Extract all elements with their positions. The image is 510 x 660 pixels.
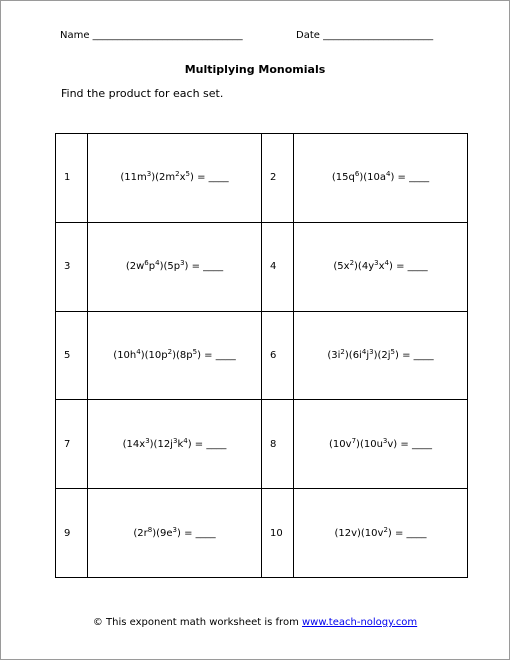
date-field-label: Date ______________________: [296, 30, 434, 41]
footer: [0, 617, 510, 628]
problem-expression: $(12v)(10v^2)$ = ____: [294, 489, 468, 578]
problem-number: 7: [56, 400, 88, 489]
footer-link[interactable]: www.teach-nology.com: [302, 617, 418, 628]
table-row: [56, 311, 468, 400]
problem-expression: $(3i^2)(6i^4j^3)(2j^5)$ = ____: [294, 311, 468, 400]
problem-expression: $(2r^8)(9e^3)$ = ____: [88, 489, 262, 578]
problem-number: 3: [56, 222, 88, 311]
table-row: [56, 400, 468, 489]
problem-expression: $(2w^6p^4)(5p^3)$ = ____: [88, 222, 262, 311]
table-row: [56, 134, 468, 223]
table-row: [56, 222, 468, 311]
table-row: [56, 489, 468, 578]
footer-text: © This exponent math worksheet is from: [92, 617, 299, 628]
problem-number: 5: [56, 311, 88, 400]
problem-number: 4: [262, 222, 294, 311]
problems-table: [55, 133, 468, 578]
problem-expression: $(10v^7)(10u^3v)$ = ____: [294, 400, 468, 489]
problem-expression: $(10h^4)(10p^2)(8p^5)$ = ____: [88, 311, 262, 400]
problem-number: 1: [56, 134, 88, 223]
name-field-label: Name ______________________________: [60, 30, 243, 41]
problem-number: 9: [56, 489, 88, 578]
worksheet-title: Multiplying Monomials: [184, 63, 326, 76]
problem-expression: $(5x^2)(4y^3x^4)$ = ____: [294, 222, 468, 311]
problem-number: 8: [262, 400, 294, 489]
problem-number: 10: [262, 489, 294, 578]
problem-number: 6: [262, 311, 294, 400]
instructions: Find the product for each set.: [61, 87, 224, 100]
problem-expression: $(15q^6)(10a^4)$ = ____: [294, 134, 468, 223]
problem-number: 2: [262, 134, 294, 223]
problem-expression: $(11m^3)(2m^2x^5)$ = ____: [88, 134, 262, 223]
problem-expression: $(14x^3)(12j^3k^4)$ = ____: [88, 400, 262, 489]
